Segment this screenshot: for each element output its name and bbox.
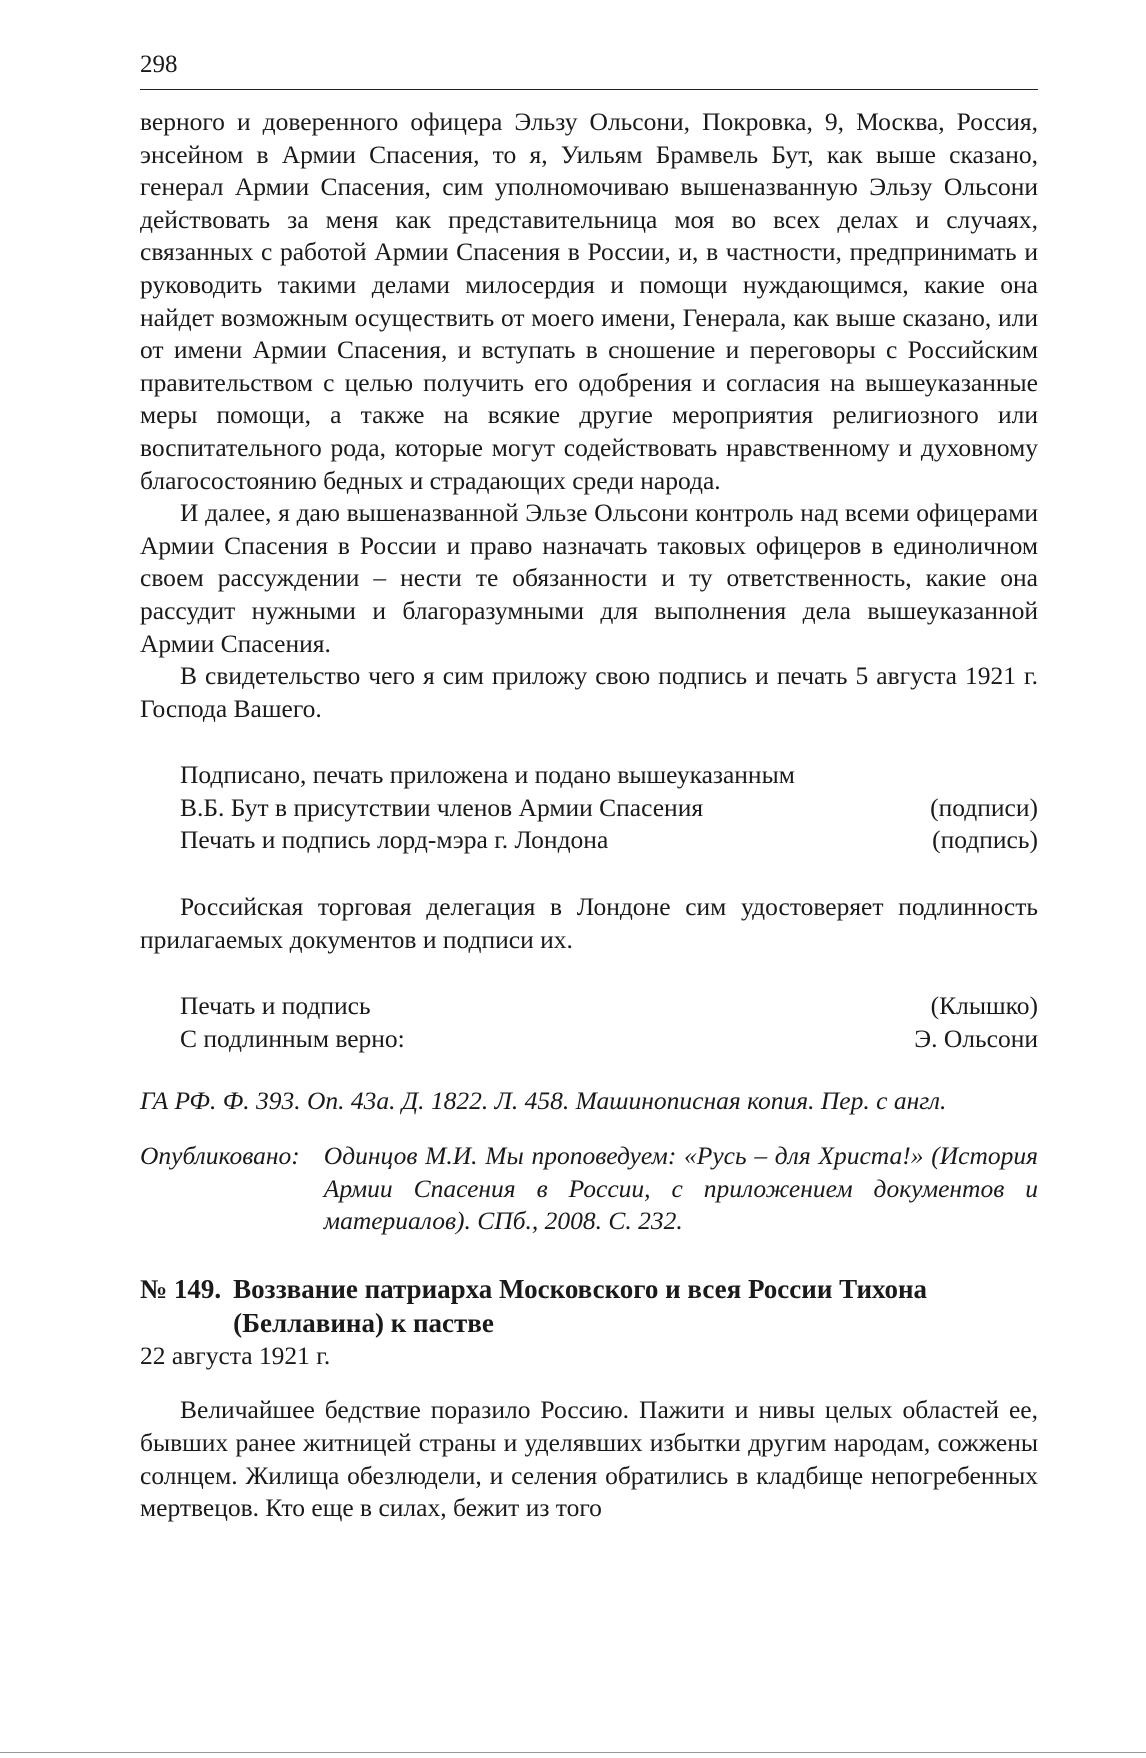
signature-line-1-text: Подписано, печать приложена и подано вышеуказанным <box>180 760 795 790</box>
spacer <box>140 1118 1038 1140</box>
document-heading <box>140 1272 1038 1340</box>
spacer <box>140 1055 1038 1085</box>
spacer <box>140 857 1038 891</box>
signature-line-3-right: (подпись) <box>932 825 1038 855</box>
certification-paragraph: Российская торговая делегация в Лондоне сим удостоверяет подлинность прилагаемых документов и подписи их. <box>140 892 1038 954</box>
signature-line-2 <box>180 792 1038 825</box>
seal-line-2-left: С подлинным верно: <box>180 1023 405 1053</box>
signature-line-3 <box>180 824 1038 857</box>
body-paragraph-1: верного и доверенного офицера Эльзу Ольсони, Покровка, 9, Москва, Россия, энсейном в Армии Спасения, то я, Уильям Брамвель Бут, как выше сказано, генерал Армии Спасения, сим уполномочиваю вышеназванную Эльзу Ольсони действовать за меня как представительница моя во всех делах и случаях, связанных с работой Армии Спасения в России, и, в частности, предпринимать и руководить такими делами милосердия и помощи нуждающимся, какие она найдет возможным осуществить от моего имени, Генерала, как выше сказано, или от имени Армии Спасения, и вступать в сношение и переговоры с Российским правительством с целью получить его одобрения и согласия на вышеуказанные меры помощи, а также на всякие другие мероприятия религиозного или воспитательного рода, которые могут содействовать нравственному и духовному благосостоянию бедных и страдающих среди народа. <box>140 107 1038 495</box>
page-number: 298 <box>140 51 178 78</box>
signature-line-2-right: (подписи) <box>930 792 1038 822</box>
signature-block <box>140 759 1038 857</box>
spacer <box>140 956 1038 990</box>
seal-line-2-right: Э. Ольсони <box>914 1023 1038 1053</box>
signature-line-3-left: Печать и подпись лорд-мэра г. Лондона <box>180 825 609 855</box>
seal-line-2 <box>180 1023 1038 1056</box>
document-number: № 149. <box>140 1273 222 1304</box>
spacer <box>140 1372 1038 1394</box>
body-paragraph-3: В свидетельство чего я сим приложу свою подпись и печать 5 августа 1921 г. Господа Вашего. <box>140 661 1038 723</box>
seal-line-1-left: Печать и подпись <box>180 991 371 1021</box>
document-title: Воззвание патриарха Московского и всея России Тихона (Беллавина) к пастве <box>233 1273 928 1338</box>
spacer <box>140 1238 1038 1272</box>
seal-block <box>140 990 1038 1055</box>
published-reference <box>140 1140 1038 1238</box>
scan-bottom-edge <box>0 1752 1146 1753</box>
archive-source: ГА РФ. Ф. 393. Оп. 43а. Д. 1822. Л. 458. Машинописная копия. Пер. с англ. <box>140 1086 947 1116</box>
header-rule <box>140 89 1038 90</box>
body-paragraph-2: И далее, я даю вышеназванной Эльзе Ольсони контроль над всеми офицерами Армии Спасения в России и право назначать таковых офицеров в единоличном своем рассуждении – нести те обязанности и ту ответственность, какие она рассудит нужными и благоразумными для выполнения дела вышеуказанной Армии Спасения. <box>140 498 1038 658</box>
document-date: 22 августа 1921 г. <box>140 1340 331 1370</box>
published-text: Одинцов М.И. Мы проповедуем: «Русь – для Христа!» (История Армии Спасения в России, с приложением документов и материалов). СПб., 2008. С. 232. <box>323 1141 1038 1236</box>
signature-line-1 <box>180 759 1038 792</box>
published-label: Опубликовано: <box>140 1141 300 1171</box>
document-body-paragraph: Величайшее бедствие поразило Россию. Пажити и нивы целых областей ее, бывших ранее житницей страны и уделявших избытки другим народам, сожжены солнцем. Жилища обезлюдели, и селения обратились в кладбище непогребенных мертвецов. Кто еще в силах, бежит из того <box>140 1395 1038 1523</box>
signature-line-2-left: В.Б. Бут в присутствии членов Армии Спасения <box>180 792 704 822</box>
spacer <box>140 725 1038 759</box>
seal-line-1 <box>180 990 1038 1023</box>
seal-line-1-right: (Клышко) <box>930 991 1038 1021</box>
published-text-wrap <box>308 1140 1038 1238</box>
page-content <box>140 106 1038 1525</box>
